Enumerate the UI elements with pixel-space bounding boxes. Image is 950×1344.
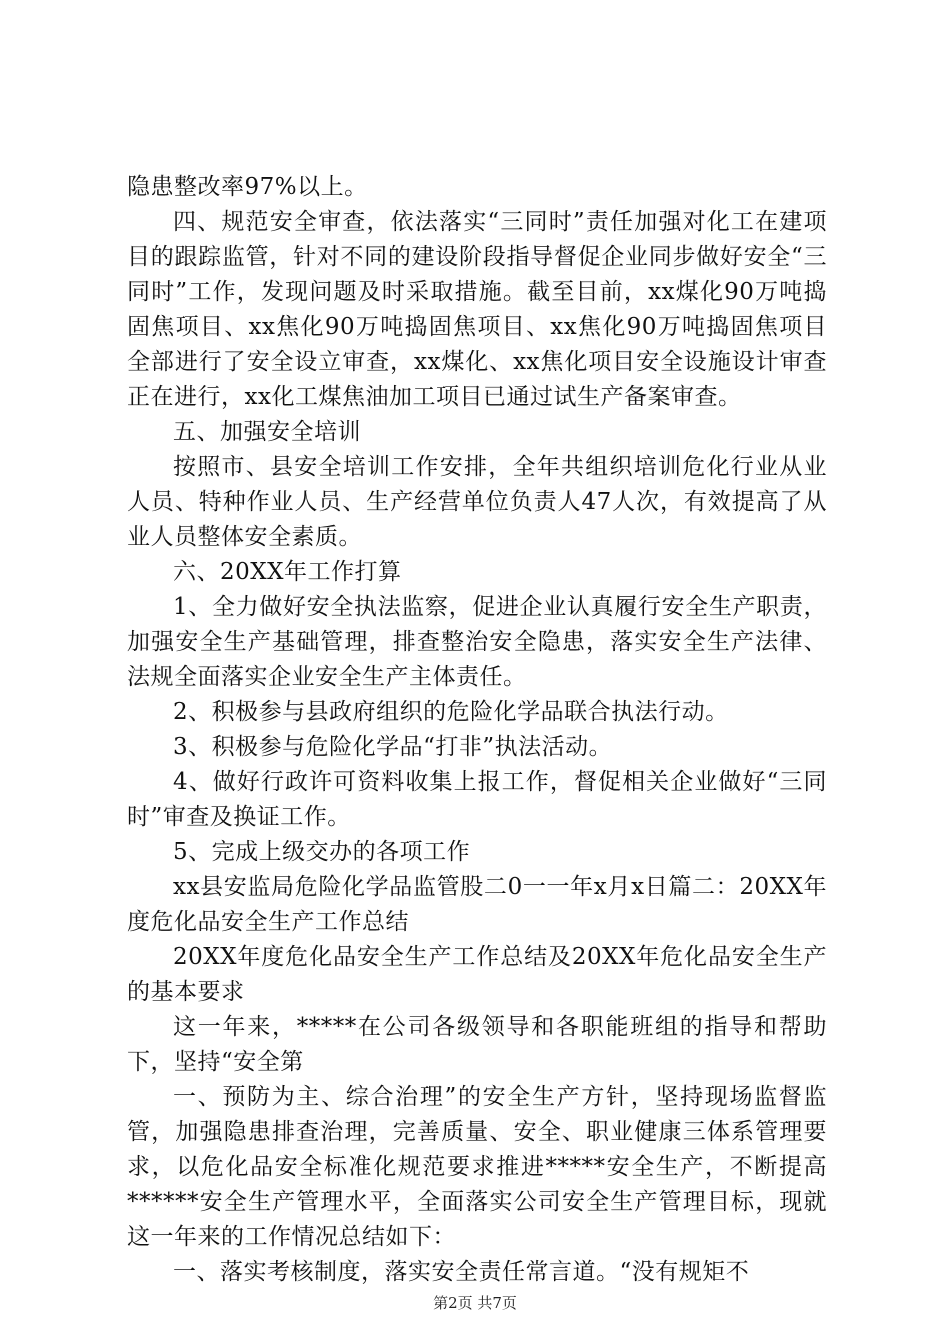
paragraph: 隐患整改率97%以上。 <box>127 174 368 200</box>
signature-and-title: xx县安监局危险化学品监管股二0一一年x月x日篇二：20XX年度危化品安全生产工作总结 <box>127 874 827 935</box>
list-item: 1、全力做好安全执法监察，促进企业认真履行安全生产职责，加强安全生产基础管理，排查整治安全隐患，落实安全生产法律、法规全面落实企业安全生产主体责任。 <box>127 594 827 690</box>
document-body <box>127 170 827 1290</box>
section-heading: 五、加强安全培训 <box>173 419 361 445</box>
paragraph: 一、落实考核制度，落实安全责任常言道。“没有规矩不 <box>173 1259 750 1285</box>
list-item: 2、积极参与县政府组织的危险化学品联合执法行动。 <box>173 699 729 725</box>
list-item: 4、做好行政许可资料收集上报工作，督促相关企业做好“三同时”审查及换证工作。 <box>127 769 827 830</box>
section-heading: 四、规范安全审查，依法落实“三同时”责任加强对化工在建项目的跟踪监管，针对不同的建设阶段指导督促企业同步做好安全“三同时”工作，发现问题及时采取措施。截至目前，xx煤化90万吨捣固焦项目、xx焦化90万吨捣固焦项目、xx焦化90万吨捣固焦项目全部进行了安全设立审查，xx煤化、xx焦化项目安全设施设计审查正在进行，xx化工煤焦油加工项目已通过试生产备案审查。 <box>127 209 827 410</box>
paragraph: 20XX年度危化品安全生产工作总结及20XX年危化品安全生产的基本要求 <box>127 944 827 1005</box>
section-heading: 六、20XX年工作打算 <box>173 559 402 585</box>
list-item: 5、完成上级交办的各项工作 <box>173 839 471 865</box>
page-number: 第2页 共7页 <box>433 1294 517 1312</box>
paragraph: 按照市、县安全培训工作安排，全年共组织培训危化行业从业人员、特种作业人员、生产经营单位负责人47人次，有效提高了从业人员整体安全素质。 <box>127 454 827 550</box>
paragraph: 一、预防为主、综合治理”的安全生产方针，坚持现场监督监管，加强隐患排查治理，完善质量、安全、职业健康三体系管理要求，以危化品安全标准化规范要求推进*****安全生产，不断提高******安全生产管理水平，全面落实公司安全生产管理目标，现就这一年来的工作情况总结如下： <box>127 1084 827 1250</box>
list-item: 3、积极参与危险化学品“打非”执法活动。 <box>173 734 613 760</box>
paragraph: 这一年来，*****在公司各级领导和各职能班组的指导和帮助下，坚持“安全第 <box>127 1014 827 1075</box>
